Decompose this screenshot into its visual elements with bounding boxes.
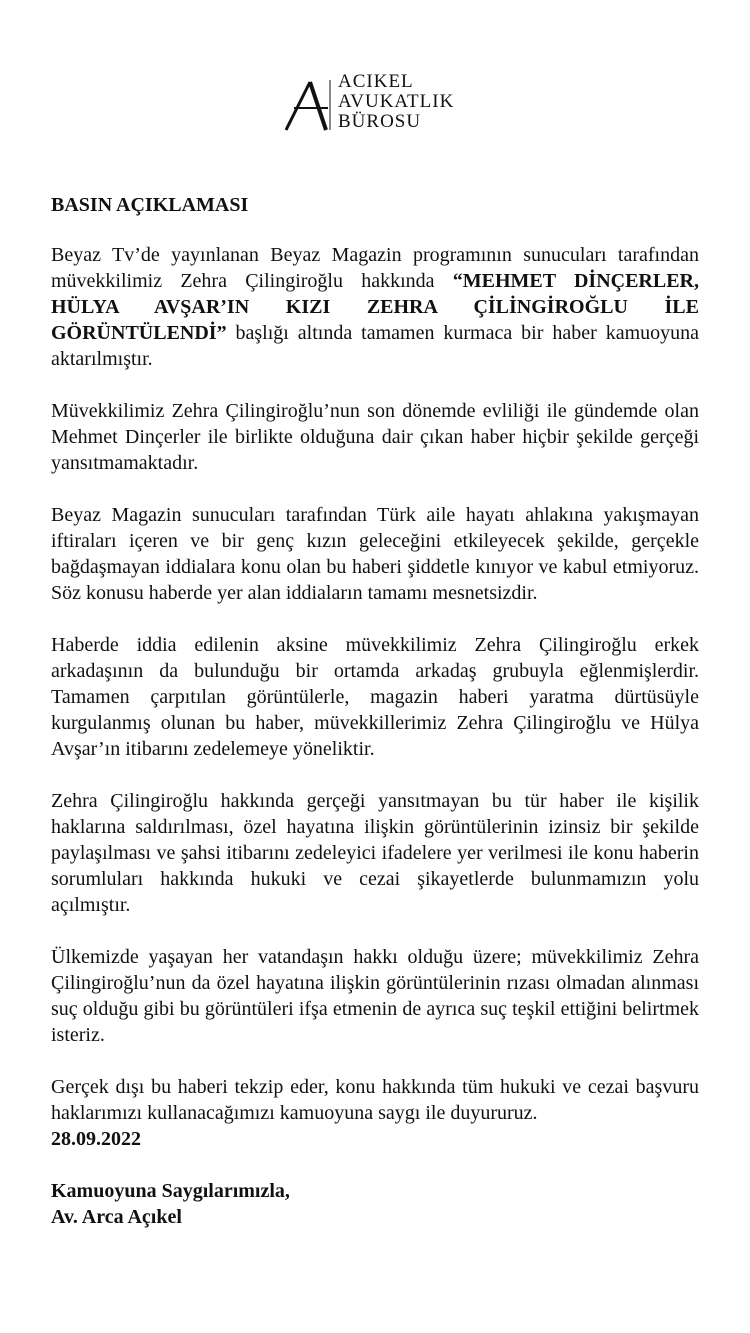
stylized-letter-a-icon xyxy=(282,76,338,132)
letterhead-logo xyxy=(282,70,482,134)
paragraph-2: Müvekkilimiz Zehra Çilingiroğlu’nun son dönemde evliliği ile gündemde olan Mehmet Dinçerler ile birlikte olduğuna dair çıkan haber hiçbir şekilde gerçeği yansıtmamaktadır. xyxy=(51,400,699,474)
signature-name: Av. Arca Açıkel xyxy=(51,1206,182,1228)
paragraph-5: Zehra Çilingiroğlu hakkında gerçeği yansıtmayan bu tür haber ile kişilik haklarına saldırılması, özel hayatına ilişkin görüntülerinin izinsiz bir şekilde paylaşılması ve şahsi itibarını zedeleyici ifadelere yer verilmesi ile konu haberin sorumluları hakkında hukuki ve cezai şikayetlerde bulunmamızın yolu açılmıştır. xyxy=(51,790,699,916)
document-date: 28.09.2022 xyxy=(51,1128,141,1150)
signature-closing: Kamuoyuna Saygılarımızla, xyxy=(51,1180,290,1202)
paragraph-1-end: başlığı altında tamamen kurmaca bir haber kamuoyuna aktarılmıştır. xyxy=(51,322,699,370)
paragraph-1-start: Beyaz Tv’de yayınlanan Beyaz Magazin programının sunucuları tarafından müvekkilimiz Zehra Çilingiroğlu hakkında xyxy=(51,244,699,292)
firm-name xyxy=(338,72,454,132)
signature-block xyxy=(51,1178,699,1230)
firm-name-line-1: ACIKEL xyxy=(338,71,414,92)
paragraph-7 xyxy=(51,1074,699,1152)
firm-name-line-3: BÜROSU xyxy=(338,111,422,132)
paragraph-7-text: Gerçek dışı bu haberi tekzip eder, konu hakkında tüm hukuki ve cezai başvuru haklarımızı kullanacağımızı kamuoyuna saygı ile duyururuz. xyxy=(51,1076,699,1124)
news-headline-quote: “MEHMET DİNÇERLER, HÜLYA AVŞAR’IN KIZI ZEHRA ÇİLİNGİROĞLU İLE GÖRÜNTÜLENDİ” xyxy=(51,270,699,344)
paragraph-1 xyxy=(51,242,699,372)
document-body xyxy=(51,192,699,1230)
document-title: BASIN AÇIKLAMASI xyxy=(51,194,249,216)
paragraph-4: Haberde iddia edilenin aksine müvekkilimiz Zehra Çilingiroğlu erkek arkadaşının da bulunduğu bir ortamda arkadaş grubuyla eğlenmişlerdir. Tamamen çarpıtılan görüntülerle, magazin haberi yaratma dürtüsüyle kurgulanmış olunan bu haber, müvekkillerimiz Zehra Çilingiroğlu ve Hülya Avşar’ın itibarını zedelemeye yöneliktir. xyxy=(51,634,699,760)
paragraph-6: Ülkemizde yaşayan her vatandaşın hakkı olduğu üzere; müvekkilimiz Zehra Çilingiroğlu’nun da özel hayatına ilişkin görüntülerinin rızası olmadan alınması suç olduğu gibi bu görüntüleri ifşa etmenin de ayrıca suç teşkil ettiğini belirtmek isteriz. xyxy=(51,946,699,1046)
paragraph-3: Beyaz Magazin sunucuları tarafından Türk aile hayatı ahlakına yakışmayan iftiraları içeren ve bir genç kızın geleceğini etkileyecek şekilde, gerçekle bağdaşmayan iddialara konu olan bu haberi şiddetle kınıyor ve kabul etmiyoruz. Söz konusu haberde yer alan iddiaların tamamı mesnetsizdir. xyxy=(51,504,699,604)
firm-name-line-2: AVUKATLIK xyxy=(338,91,455,112)
